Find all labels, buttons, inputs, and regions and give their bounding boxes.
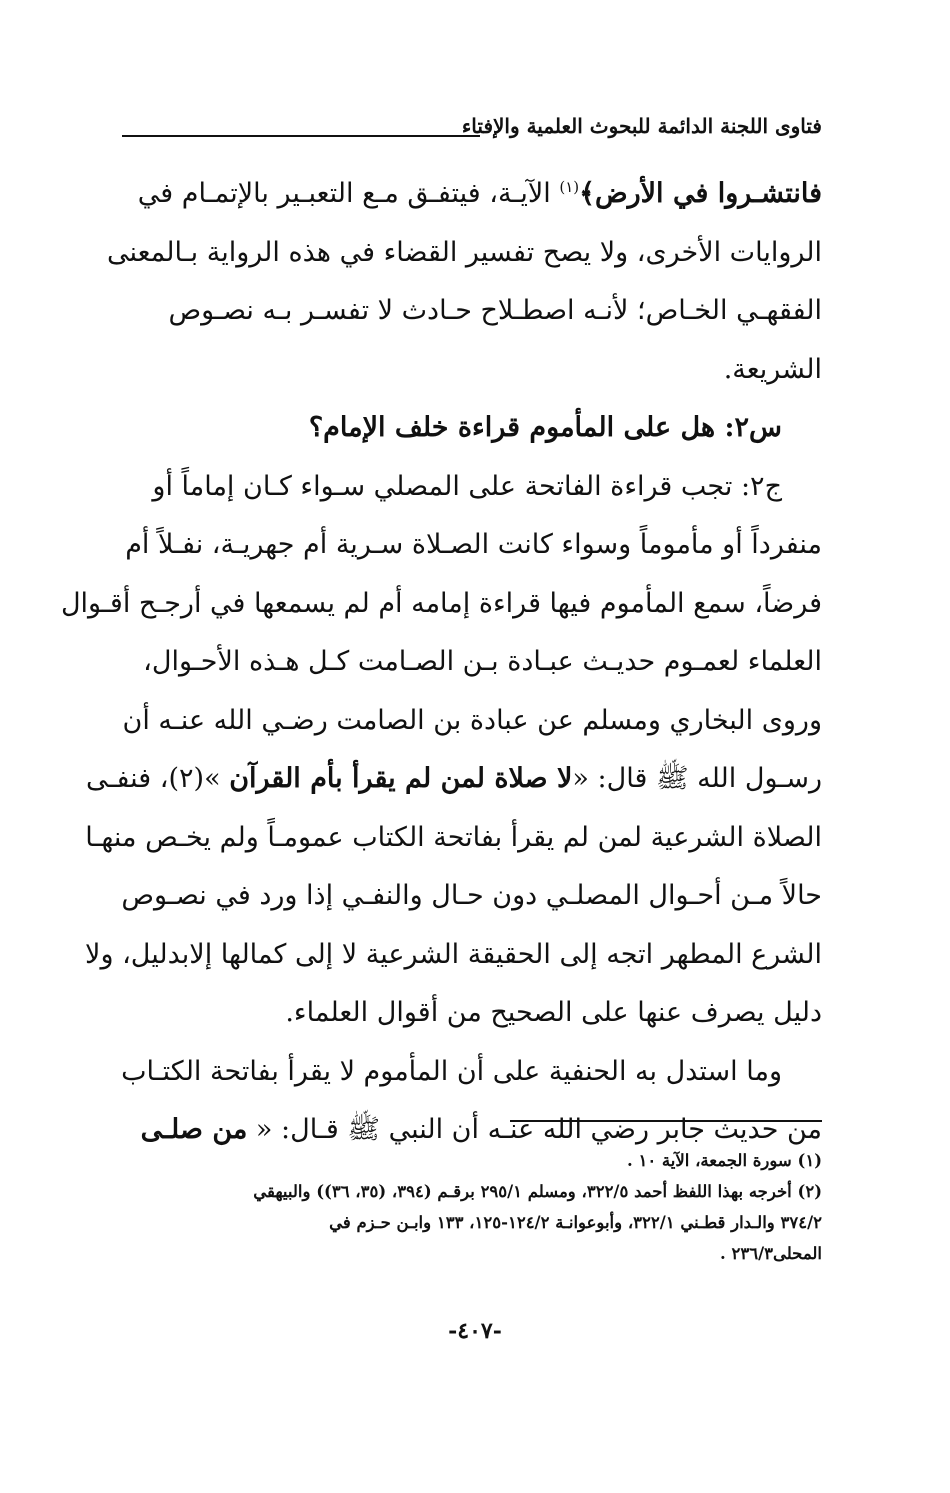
question-heading: س٢: هل على المأموم قراءة خلف الإمام؟ [308, 412, 782, 443]
answer-line: الصلاة الشرعية لمن لم يقرأ بفاتحة الكتاب عمومـاً ولم يخـص منهـا [85, 821, 822, 853]
text-line: الفقهـي الخـاص؛ لأنـه اصطـلاح حـادث لا تفسـر بـه نصـوص [168, 295, 822, 326]
paragraph-line: وما استدل به الحنفية على أن المأموم لا يقرأ بفاتحة الكتـاب [121, 1055, 782, 1087]
footnote-2-cont: المحلى٢٣٦/٣ . [719, 1244, 822, 1263]
answer-line: العلماء لعمـوم حديـث عبـادة بـن الصـامت كـل هـذه الأحـوال، [143, 646, 822, 677]
answer-line: فرضاً، سمع المأموم فيها قراءة إمامه أم لم يسمعها في أرجـح أقـوال [60, 587, 822, 619]
header-title: فتاوى اللجنة الدائمة للبحوث العلمية والإفتاء [461, 114, 822, 138]
quran-quote: فانتشـروا في الأرض﴾ [579, 178, 822, 209]
text-line [122, 165, 822, 224]
footnote-1: (١) سورة الجمعة، الآية ١٠ . [626, 1151, 822, 1170]
running-header [122, 110, 822, 150]
text-span: رسـول الله ﷺ قال: « [572, 763, 822, 794]
answer-line: دليل يصرف عنها على الصحيح من أقوال العلماء. [285, 997, 822, 1028]
text-span: ، فنفـى [86, 763, 169, 794]
footnote-2-cont: ٣٧٤/٢ والـدار قطـني ٣٢٢/١، وأبوعوانـة ١٢٤/٢-١٢٥، ١٣٣ وابـن حـزم في [329, 1213, 822, 1232]
header-rule [122, 135, 480, 137]
hadith-quote: لا صلاة لمن لم يقرأ بأم القرآن [229, 763, 573, 794]
answer-line: حالاً مـن أحـوال المصلـي دون حـال والنفـي إذا ورد في نصـوص [121, 880, 822, 911]
answer-line: منفرداً أو مأموماً وسواء كانت الصـلاة سـرية أم جهريـة، نفـلاً أم [125, 529, 822, 560]
footnotes [122, 1145, 822, 1269]
footnote-ref: »(٢) [168, 763, 230, 794]
text-span: الآيـة، فيتفـق مـع التعبـير بالإتمـام في [137, 178, 560, 209]
text-span: من حديث جابر رضي الله عنـه أن النبي ﷺ قـال: « [247, 1114, 822, 1145]
answer-line: ج٢: تجب قراءة الفاتحة على المصلي سـواء كـان إماماً أو [152, 470, 782, 502]
hadith-quote: من صلـى [140, 1114, 248, 1145]
footnote-2: (٢) أخرجه بهذا اللفظ أحمد ٣٢٢/٥، ومسلم ٢٩٥/١ برقـم (٣٩٤، (٣٥، ٣٦)) والبيهقي [253, 1182, 822, 1201]
answer-line: الشرع المطهر اتجه إلى الحقيقة الشرعية لا إلى كمالها إلابدليل، ولا [85, 938, 822, 970]
text-line: الشريعة. [723, 353, 822, 385]
text-line: الروايات الأخرى، ولا يصح تفسير القضاء في هذه الرواية بـالمعنى [106, 236, 822, 268]
footnote-ref: (١) [559, 178, 580, 196]
main-text [60, 165, 822, 1160]
answer-line [86, 750, 822, 809]
answer-line: وروى البخاري ومسلم عن عبادة بن الصامت رضـي الله عنـه أن [122, 704, 822, 736]
footnote-rule [510, 1120, 822, 1122]
page-number: -٤٠٧- [448, 1318, 502, 1344]
